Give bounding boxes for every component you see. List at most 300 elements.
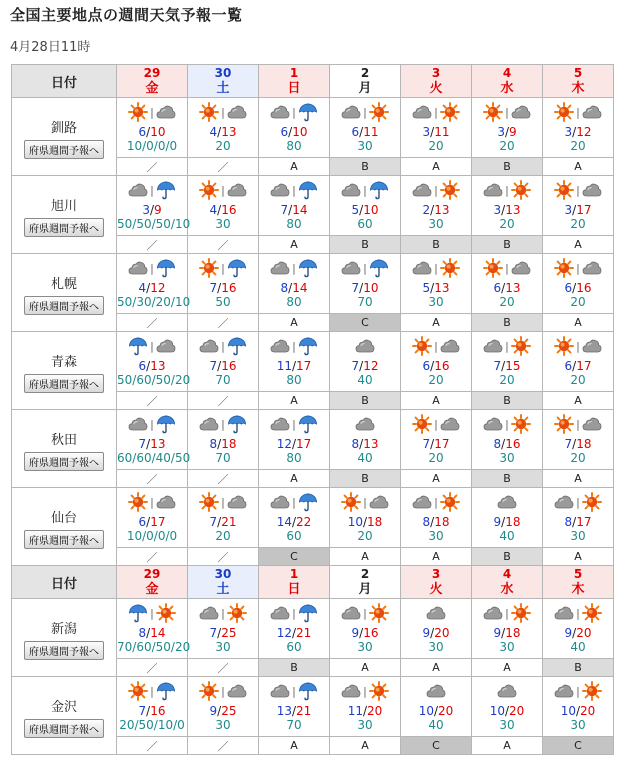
temperature — [188, 704, 258, 718]
date-number: 5 — [573, 66, 583, 80]
day-forecast-cell — [543, 488, 614, 548]
icon-separator: | — [363, 606, 367, 620]
reliability-cell: A — [543, 158, 614, 176]
icon-separator: | — [292, 183, 296, 197]
umbrella-icon — [369, 180, 389, 200]
temperature-separator: / — [430, 515, 435, 529]
reliability-cell — [188, 470, 259, 488]
city-forecast-row — [12, 176, 614, 236]
precipitation-probability: 40 — [357, 451, 373, 465]
min-temperature: 10 — [347, 515, 363, 529]
weather-icons — [117, 679, 187, 703]
temperature — [330, 125, 400, 139]
cloud-icon — [156, 102, 176, 122]
weather-icons — [188, 412, 258, 436]
min-temperature: 8 — [209, 437, 218, 451]
precipitation-probability: 60 — [286, 529, 302, 543]
day-forecast-cell — [401, 488, 472, 548]
date-header-label: 日付 — [12, 566, 117, 599]
umbrella-icon — [156, 180, 176, 200]
temperature — [401, 437, 471, 451]
max-temperature: 17 — [576, 359, 592, 373]
temperature-separator: / — [359, 125, 364, 139]
day-forecast-cell — [188, 599, 259, 659]
temperature-separator: / — [501, 437, 506, 451]
day-forecast-cell — [472, 677, 543, 737]
min-temperature: 3 — [142, 203, 150, 217]
temperature — [330, 203, 400, 217]
day-forecast-cell — [117, 599, 191, 659]
precipitation-probability: 30 — [357, 139, 373, 153]
min-temperature: 11 — [276, 359, 292, 373]
max-temperature: 25 — [221, 626, 237, 640]
page-title: 全国主要地点の週間天気予報一覧 — [10, 6, 243, 24]
day-forecast-cell — [330, 488, 401, 548]
precipitation-probability: 40 — [499, 529, 515, 543]
reliability-cell: A — [330, 548, 401, 566]
reliability-na: ／ — [217, 739, 229, 753]
temperature — [543, 125, 613, 139]
day-forecast-cell — [330, 599, 401, 659]
reliability-cell — [117, 314, 188, 332]
cloud-icon — [497, 681, 517, 701]
reliability-cell: A — [401, 659, 472, 677]
day-forecast-cell — [472, 332, 543, 392]
reliability-cell: B — [472, 392, 543, 410]
precipitation-probability: 20 — [215, 139, 231, 153]
day-forecast-cell — [117, 98, 188, 158]
day-forecast-cell — [401, 677, 472, 737]
reliability-cell: A — [401, 314, 472, 332]
prefecture-forecast-button[interactable]: 府県週間予報へ — [24, 140, 104, 159]
date-header-cell — [188, 566, 259, 599]
day-forecast-cell — [188, 488, 259, 548]
date-number: 4 — [502, 567, 512, 581]
temperature-separator: / — [501, 359, 506, 373]
city-forecast-row — [12, 599, 614, 659]
reliability-na: ／ — [217, 550, 229, 564]
min-temperature: 8 — [280, 281, 289, 295]
max-temperature: 13 — [363, 437, 379, 451]
cloud-icon — [341, 681, 361, 701]
date-header-cell — [259, 566, 330, 599]
city-name: 秋田 — [50, 432, 77, 448]
city-cell — [12, 599, 117, 677]
sunny-icon — [128, 681, 148, 701]
weather-icons — [472, 412, 542, 436]
cloud-icon — [582, 180, 602, 200]
precipitation-probability: 20 — [570, 139, 586, 153]
temperature — [188, 437, 258, 451]
temperature — [330, 359, 400, 373]
temperature-separator: / — [501, 281, 506, 295]
umbrella-icon — [128, 603, 148, 623]
weekday-label: 月 — [358, 81, 372, 96]
temperature — [117, 704, 187, 718]
reliability-cell: A — [401, 548, 472, 566]
icon-separator: | — [221, 105, 225, 119]
day-forecast-cell — [259, 254, 330, 314]
city-forecast-row — [12, 410, 614, 470]
temperature-separator: / — [504, 704, 510, 718]
date-number: 3 — [431, 66, 441, 80]
max-temperature: 13 — [150, 437, 166, 451]
temperature — [543, 626, 613, 640]
precipitation-probability: 40 — [570, 640, 586, 654]
icon-separator: | — [505, 339, 509, 353]
umbrella-icon — [227, 258, 247, 278]
day-forecast-cell — [117, 254, 191, 314]
cloud-icon — [227, 180, 247, 200]
cloud-icon — [270, 102, 290, 122]
temperature — [543, 203, 613, 217]
max-temperature: 18 — [505, 515, 521, 529]
day-forecast-cell — [188, 176, 259, 236]
min-temperature: 7 — [209, 515, 218, 529]
temperature-separator: / — [217, 704, 222, 718]
day-forecast-cell — [330, 332, 401, 392]
icon-separator: | — [292, 684, 296, 698]
temperature — [259, 704, 329, 718]
max-temperature: 9 — [154, 203, 162, 217]
sunny-icon — [483, 102, 503, 122]
prefecture-forecast-button[interactable]: 府県週間予報へ — [24, 719, 104, 738]
umbrella-icon — [298, 336, 318, 356]
reliability-na: ／ — [146, 550, 158, 564]
prefecture-forecast-button[interactable]: 府県週間予報へ — [24, 374, 104, 393]
icon-separator: | — [363, 105, 367, 119]
temperature — [117, 281, 187, 295]
temperature-separator: / — [572, 125, 577, 139]
sunny-icon — [511, 603, 531, 623]
icon-separator: | — [150, 606, 154, 620]
sunny-icon — [511, 180, 531, 200]
prefecture-forecast-button[interactable]: 府県週間予報へ — [24, 452, 104, 471]
day-forecast-cell — [259, 332, 330, 392]
reliability-cell — [188, 548, 259, 566]
temperature-separator: / — [146, 626, 151, 640]
temperature-separator: / — [430, 281, 435, 295]
min-temperature: 7 — [280, 203, 289, 217]
weather-icons — [259, 490, 329, 514]
min-temperature: 6 — [280, 125, 289, 139]
cloud-icon — [412, 492, 432, 512]
day-forecast-cell — [259, 488, 330, 548]
day-forecast-cell — [543, 599, 614, 659]
day-forecast-cell — [117, 410, 191, 470]
weather-icons — [330, 334, 400, 358]
precipitation-probability: 30 — [428, 295, 444, 309]
weather-icons — [543, 100, 613, 124]
max-temperature: 17 — [576, 515, 592, 529]
temperature-separator: / — [575, 704, 581, 718]
min-temperature: 10 — [489, 704, 505, 718]
cloud-icon — [440, 336, 460, 356]
date-header-row — [12, 566, 614, 599]
reliability-cell: B — [472, 548, 543, 566]
temperature — [543, 515, 613, 529]
icon-separator: | — [434, 183, 438, 197]
weather-icons — [117, 256, 187, 280]
day-forecast-cell — [117, 677, 188, 737]
reliability-cell: A — [330, 737, 401, 755]
weather-icons — [188, 178, 258, 202]
weather-icons — [188, 679, 258, 703]
precipitation-probability: 20 — [428, 373, 444, 387]
prefecture-forecast-button[interactable]: 府県週間予報へ — [24, 296, 104, 315]
prefecture-forecast-button[interactable]: 府県週間予報へ — [24, 530, 104, 549]
icon-separator: | — [363, 183, 367, 197]
precipitation-probability: 30 — [428, 640, 444, 654]
temperature — [259, 626, 329, 640]
weather-icons — [401, 178, 471, 202]
min-temperature: 7 — [493, 359, 502, 373]
temperature — [259, 437, 329, 451]
prefecture-forecast-button[interactable]: 府県週間予報へ — [24, 641, 104, 660]
cloud-icon — [227, 492, 247, 512]
max-temperature: 20 — [438, 704, 454, 718]
sunny-icon — [199, 180, 219, 200]
max-temperature: 18 — [505, 626, 521, 640]
cloud-icon — [511, 258, 531, 278]
umbrella-icon — [298, 414, 318, 434]
umbrella-icon — [227, 414, 247, 434]
weather-icons — [543, 334, 613, 358]
reliability-cell — [117, 548, 188, 566]
max-temperature: 17 — [296, 359, 312, 373]
weather-icons — [188, 256, 258, 280]
cloud-icon — [582, 258, 602, 278]
sunny-icon — [199, 492, 219, 512]
min-temperature: 4 — [138, 281, 147, 295]
reliability-na: ／ — [146, 238, 158, 252]
weather-icons — [259, 679, 329, 703]
max-temperature: 10 — [150, 125, 166, 139]
temperature — [401, 359, 471, 373]
city-forecast-row — [12, 254, 614, 314]
reliability-cell: A — [543, 470, 614, 488]
umbrella-icon — [227, 336, 247, 356]
temperature — [188, 626, 258, 640]
temperature-separator: / — [288, 203, 293, 217]
temperature-separator: / — [146, 515, 151, 529]
sunny-icon — [554, 336, 574, 356]
day-forecast-cell — [543, 176, 614, 236]
weekday-label: 木 — [571, 81, 585, 96]
min-temperature: 8 — [138, 626, 147, 640]
cloud-icon — [483, 603, 503, 623]
city-cell — [12, 176, 117, 254]
icon-separator: | — [505, 183, 509, 197]
temperature — [259, 125, 329, 139]
reliability-na: ／ — [146, 661, 158, 675]
min-temperature: 6 — [564, 281, 573, 295]
date-number: 30 — [214, 567, 232, 581]
min-temperature: 10 — [418, 704, 434, 718]
icon-separator: | — [576, 105, 580, 119]
weekday-label: 水 — [500, 582, 514, 597]
icon-separator: | — [221, 183, 225, 197]
sunny-icon — [483, 258, 503, 278]
reliability-cell: A — [259, 392, 330, 410]
date-header-cell — [330, 65, 401, 98]
city-cell — [12, 677, 117, 755]
reliability-na: ／ — [146, 160, 158, 174]
reliability-cell: B — [472, 314, 543, 332]
cloud-icon — [355, 336, 375, 356]
precipitation-probability: 20 — [499, 139, 515, 153]
reliability-cell — [188, 392, 259, 410]
temperature — [188, 203, 258, 217]
weather-icons — [472, 178, 542, 202]
weather-icons — [472, 490, 542, 514]
cloud-icon — [156, 492, 176, 512]
temperature — [401, 704, 471, 718]
min-temperature: 7 — [138, 704, 147, 718]
max-temperature: 21 — [296, 626, 312, 640]
min-temperature: 6 — [138, 515, 147, 529]
max-temperature: 16 — [221, 203, 237, 217]
icon-separator: | — [505, 105, 509, 119]
sunny-icon — [227, 603, 247, 623]
min-temperature: 12 — [276, 626, 292, 640]
precipitation-probability: 10/0/0/0 — [126, 139, 178, 153]
temperature-separator: / — [433, 704, 439, 718]
temperature-separator: / — [572, 281, 577, 295]
temperature-separator: / — [217, 359, 222, 373]
weather-icons — [330, 256, 400, 280]
temperature-separator: / — [146, 437, 151, 451]
city-name: 青森 — [50, 354, 77, 370]
cloud-icon — [128, 180, 148, 200]
temperature-separator: / — [288, 125, 293, 139]
reliability-cell — [117, 737, 188, 755]
day-forecast-cell — [543, 254, 614, 314]
reliability-cell: B — [401, 236, 472, 254]
precipitation-probability: 30 — [570, 718, 586, 732]
reliability-cell — [188, 236, 259, 254]
cloud-icon — [199, 336, 219, 356]
max-temperature: 20 — [580, 704, 596, 718]
max-temperature: 10 — [363, 203, 379, 217]
min-temperature: 5 — [422, 281, 431, 295]
temperature — [117, 515, 187, 529]
min-temperature: 6 — [493, 281, 502, 295]
temperature-separator: / — [217, 203, 222, 217]
date-header-cell — [543, 65, 614, 98]
sunny-icon — [440, 180, 460, 200]
precipitation-probability: 80 — [286, 373, 302, 387]
date-number: 29 — [143, 66, 161, 80]
weather-icons — [330, 412, 400, 436]
temperature-separator: / — [501, 515, 506, 529]
cloud-icon — [582, 414, 602, 434]
reliability-na: ／ — [217, 238, 229, 252]
reliability-na: ／ — [146, 394, 158, 408]
weather-icons — [188, 100, 258, 124]
temperature — [259, 203, 329, 217]
max-temperature: 20 — [367, 704, 383, 718]
day-forecast-cell — [472, 410, 543, 470]
weather-icons — [472, 334, 542, 358]
min-temperature: 3 — [564, 125, 573, 139]
cloud-icon — [497, 492, 517, 512]
precipitation-probability: 20 — [570, 373, 586, 387]
day-forecast-cell — [259, 176, 330, 236]
sunny-icon — [369, 681, 389, 701]
sunny-icon — [199, 102, 219, 122]
reliability-cell: A — [259, 314, 330, 332]
umbrella-icon — [298, 180, 318, 200]
city-forecast-row — [12, 98, 614, 158]
weather-icons — [330, 490, 400, 514]
date-header-row — [12, 65, 614, 98]
reliability-cell: B — [330, 236, 401, 254]
temperature — [472, 704, 542, 718]
reliability-cell: A — [259, 236, 330, 254]
precipitation-probability: 20 — [570, 451, 586, 465]
icon-separator: | — [150, 105, 154, 119]
cloud-icon — [412, 258, 432, 278]
reliability-cell: B — [330, 392, 401, 410]
temperature-separator: / — [217, 626, 222, 640]
cloud-icon — [341, 603, 361, 623]
day-forecast-cell — [188, 254, 259, 314]
day-forecast-cell — [117, 176, 191, 236]
reliability-na: ／ — [217, 472, 229, 486]
max-temperature: 12 — [363, 359, 379, 373]
prefecture-forecast-button[interactable]: 府県週間予報へ — [24, 218, 104, 237]
precipitation-probability: 70 — [357, 295, 373, 309]
city-forecast-row — [12, 677, 614, 737]
reliability-cell — [117, 470, 188, 488]
weather-icons — [472, 100, 542, 124]
max-temperature: 18 — [434, 515, 450, 529]
weekday-label: 水 — [500, 81, 514, 96]
weekly-forecast-table — [11, 64, 614, 755]
weather-icons — [259, 178, 329, 202]
weekday-label: 木 — [571, 582, 585, 597]
temperature — [188, 125, 258, 139]
city-cell — [12, 488, 117, 566]
sunny-icon — [511, 414, 531, 434]
max-temperature: 16 — [221, 281, 237, 295]
temperature-separator: / — [149, 203, 155, 217]
sunny-icon — [369, 102, 389, 122]
weather-icons — [330, 601, 400, 625]
precipitation-probability: 40 — [357, 373, 373, 387]
weekday-label: 日 — [287, 81, 301, 96]
day-forecast-cell — [117, 488, 188, 548]
temperature-separator: / — [146, 704, 151, 718]
sunny-icon — [440, 258, 460, 278]
temperature-separator: / — [291, 437, 297, 451]
precipitation-probability: 50 — [215, 295, 231, 309]
precipitation-probability: 30 — [357, 718, 373, 732]
day-forecast-cell — [188, 98, 259, 158]
date-header-cell — [543, 566, 614, 599]
icon-separator: | — [505, 261, 509, 275]
temperature — [259, 359, 329, 373]
precipitation-probability: 20 — [570, 295, 586, 309]
day-forecast-cell — [117, 332, 191, 392]
precipitation-probability: 20 — [570, 217, 586, 231]
reliability-na: ／ — [146, 316, 158, 330]
max-temperature: 14 — [292, 203, 308, 217]
icon-separator: | — [292, 105, 296, 119]
weather-icons — [543, 178, 613, 202]
weather-icons — [259, 601, 329, 625]
